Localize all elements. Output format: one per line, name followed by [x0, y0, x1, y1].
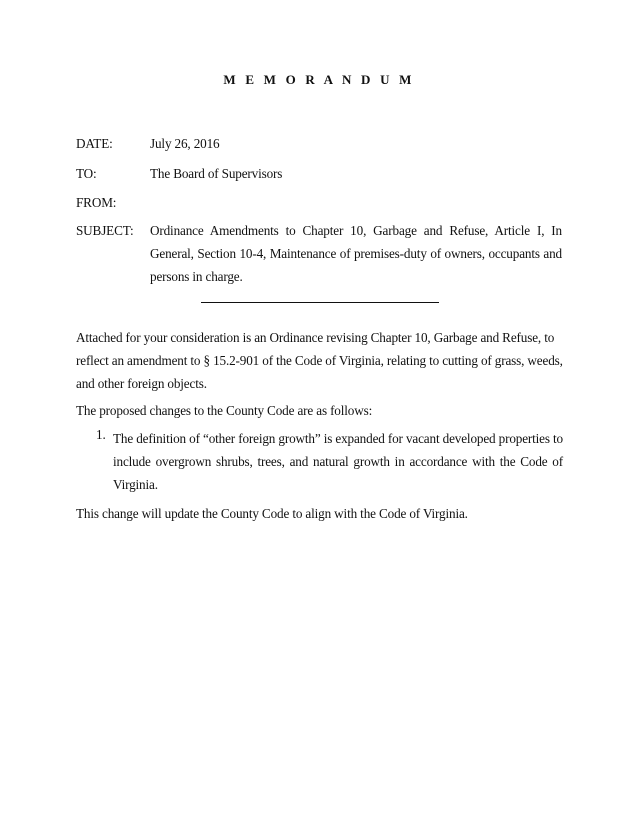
- memo-title: M E M O R A N D U M: [223, 72, 415, 87]
- subject-value: Ordinance Amendments to Chapter 10, Garbage and Refuse, Article I, In General, Section 10-4, Maintenance of premises-duty of owners, occupants and persons in charge.: [150, 223, 562, 284]
- body-paragraph-conclusion: This change will update the County Code to align with the Code of Virginia.: [76, 506, 468, 521]
- to-label: TO:: [76, 166, 97, 181]
- date-value: July 26, 2016: [150, 136, 220, 151]
- subject-label: SUBJECT:: [76, 223, 134, 238]
- to-value: The Board of Supervisors: [150, 166, 283, 181]
- body-paragraph-changes: The proposed changes to the County Code are as follows:: [76, 403, 373, 418]
- from-label: FROM:: [76, 195, 117, 210]
- list-item-text: The definition of “other foreign growth” is expanded for vacant developed properties to include overgrown shrubs, trees, and natural growth in accordance with the Code of Virginia.: [113, 431, 563, 492]
- separator-rule: [201, 302, 439, 303]
- list-item-number: 1.: [96, 427, 106, 442]
- body-paragraph-intro: Attached for your consideration is an Ordinance revising Chapter 10, Garbage and Refuse, to reflect an amendment to § 15.2-901 of the Code of Virginia, relating to cutting of grass, weeds, and other foreign objects.: [76, 330, 563, 391]
- date-label: DATE:: [76, 136, 113, 151]
